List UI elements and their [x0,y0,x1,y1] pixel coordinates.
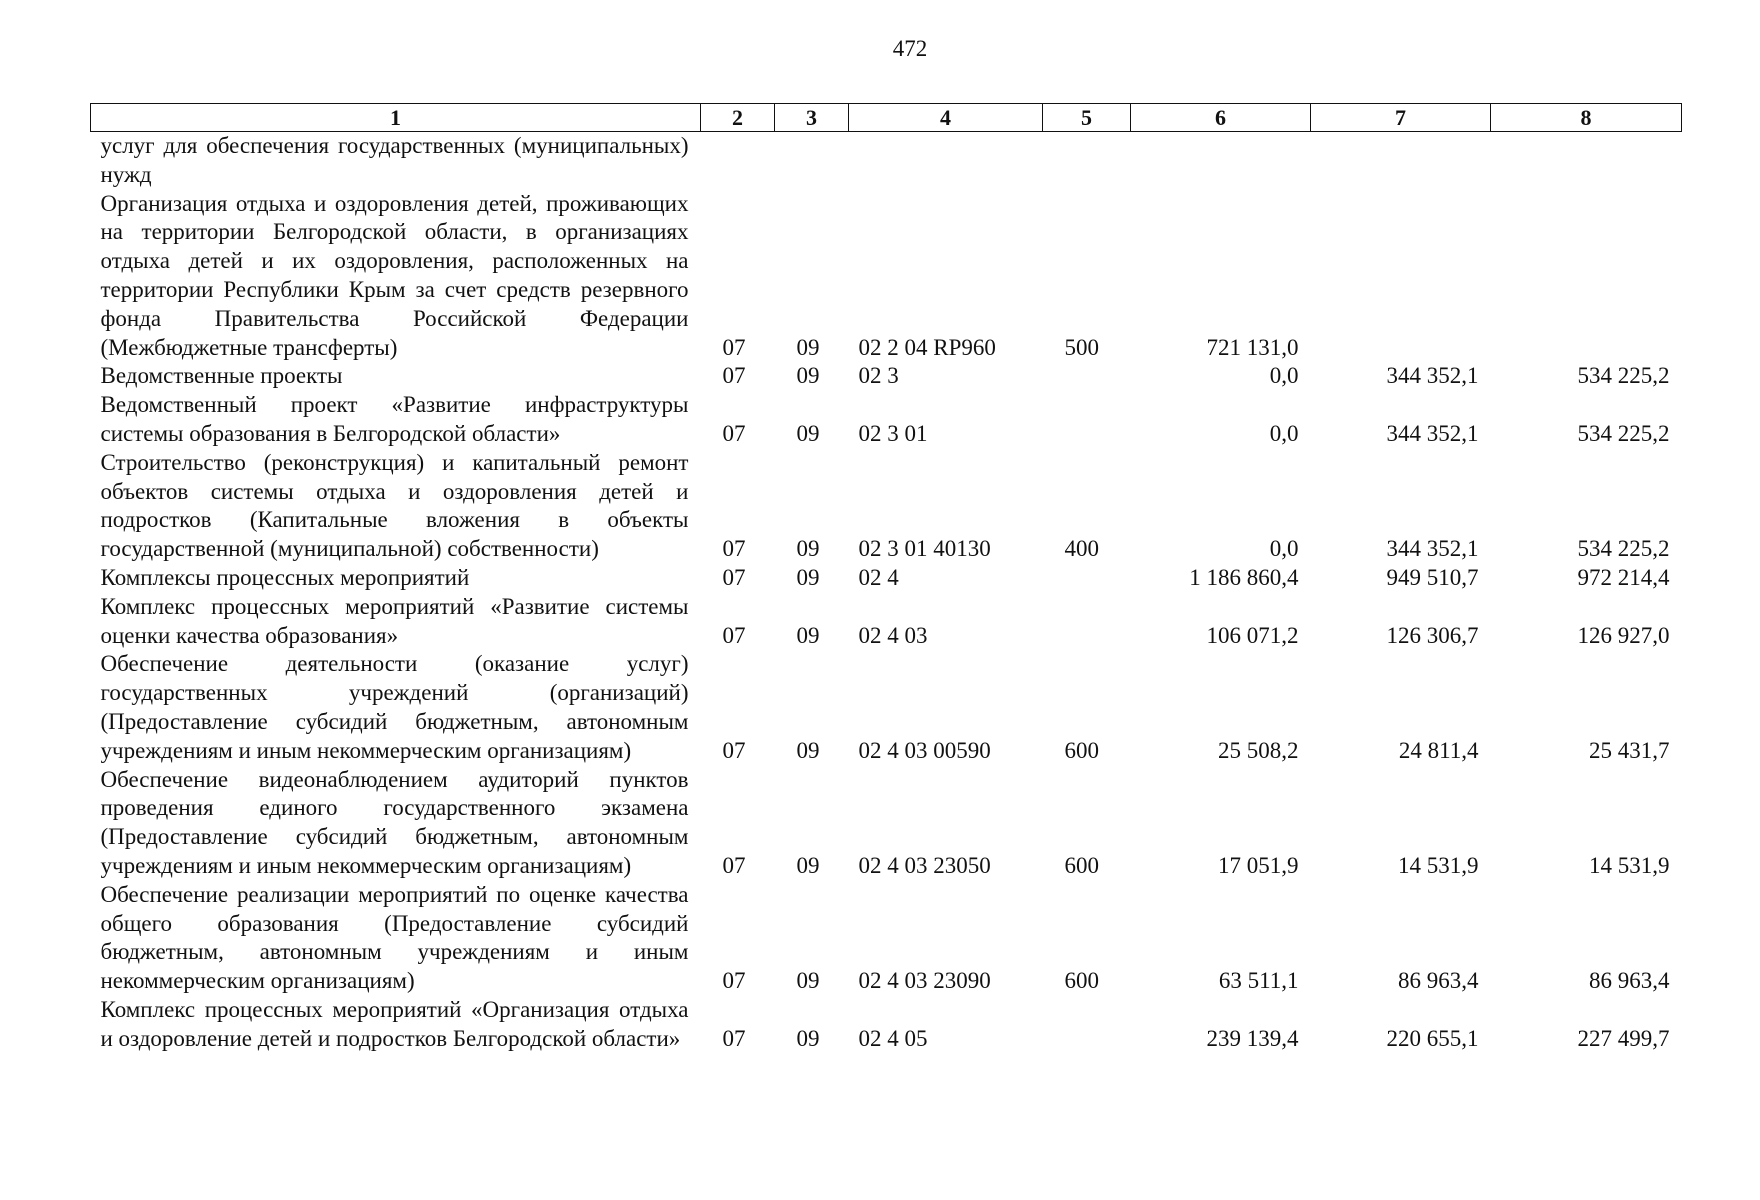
table-row [91,881,1682,996]
row-amount-col7: 344 352,1 [1386,363,1479,389]
row-amount-col8: 534 225,2 [1577,363,1670,389]
row-target-article: 02 4 05 [858,1025,928,1051]
row-amount-col7: 86 963,4 [1398,968,1479,994]
row-amount-col8: 14 531,9 [1589,852,1670,878]
page-number: 472 [892,36,928,61]
row-amount-col6: 239 139,4 [1206,1025,1299,1051]
row-amount-col8: 227 499,7 [1577,1025,1670,1051]
row-subsection: 09 [796,1025,820,1051]
row-target-article: 02 4 03 23090 [858,968,991,994]
row-amount-col6: 1 186 860,4 [1189,564,1299,590]
row-description: Комплекс процессных мероприятий «Организация отдыха и оздоровление детей и подростков Белгородской области» [100,996,689,1051]
header-col-1: 1 [91,104,701,132]
row-section: 07 [722,968,746,994]
row-section: 07 [722,536,746,562]
row-amount-col7 [1311,132,1491,190]
row-section: 07 [722,852,746,878]
row-amount-col8 [1491,132,1682,190]
row-expense-type [1043,996,1131,1054]
row-target-article: 02 3 01 [858,420,928,446]
table-header [91,104,1682,132]
row-section: 07 [722,737,746,763]
row-description: Организация отдыха и оздоровления детей, проживающих на территории Белгородской области, в организациях отдыха детей и их оздоровления, расположенных на территории Республики Крым за счет средств резервного фонда Правительства Российской Федерации (Межбюджетные трансферты) [100,190,689,360]
header-col-4: 4 [849,104,1043,132]
row-subsection: 09 [796,536,820,562]
row-amount-col7: 949 510,7 [1386,564,1479,590]
row-expense-type [1043,593,1131,651]
row-subsection: 09 [796,564,820,590]
row-expense-type: 500 [1064,334,1099,360]
row-section: 07 [722,1025,746,1051]
row-amount-col6: 0,0 [1269,420,1299,446]
row-description: Комплекс процессных мероприятий «Развитие системы оценки качества образования» [100,593,689,648]
header-col-6: 6 [1131,104,1311,132]
row-subsection: 09 [796,622,820,648]
header-col-8: 8 [1491,104,1682,132]
row-description: услуг для обеспечения государственных (муниципальных) нужд [100,133,689,187]
row-section [701,132,775,190]
row-target-article: 02 3 01 40130 [858,536,991,562]
table-row [91,766,1682,881]
row-target-article [849,132,1043,190]
table-row [91,593,1682,651]
table-row [91,391,1682,449]
header-col-2: 2 [701,104,775,132]
row-amount-col6: 106 071,2 [1206,622,1299,648]
row-amount-col7: 344 352,1 [1386,420,1479,446]
row-description: Комплексы процессных мероприятий [100,564,470,590]
row-section: 07 [722,564,746,590]
row-section: 07 [722,334,746,360]
header-col-3: 3 [775,104,849,132]
header-col-7: 7 [1311,104,1491,132]
row-description: Ведомственный проект «Развитие инфраструктуры системы образования в Белгородской области» [100,392,689,446]
header-row [91,104,1682,132]
header-col-5: 5 [1043,104,1131,132]
row-amount-col7 [1311,190,1491,363]
row-subsection: 09 [796,334,820,360]
row-target-article: 02 4 03 [858,622,928,648]
row-amount-col8: 126 927,0 [1577,622,1670,648]
row-amount-col7: 14 531,9 [1398,852,1479,878]
row-expense-type [1043,132,1131,190]
row-section: 07 [722,420,746,446]
row-amount-col6: 25 508,2 [1218,737,1299,763]
table-row [91,132,1682,190]
row-amount-col8 [1491,190,1682,363]
row-amount-col6: 0,0 [1269,536,1299,562]
row-description: Строительство (реконструкция) и капитальный ремонт объектов системы отдыха и оздоровления детей и подростков (Капитальные вложения в объекты государственной (муниципальной) собственности) [100,449,689,562]
table-row [91,190,1682,363]
row-description: Ведомственные проекты [100,363,343,389]
table-row [91,362,1682,391]
row-subsection: 09 [796,852,820,878]
table-row [91,449,1682,564]
row-section: 07 [722,622,746,648]
row-subsection: 09 [796,737,820,763]
row-section: 07 [722,363,746,389]
row-amount-col6 [1131,132,1311,190]
row-amount-col6: 17 051,9 [1218,852,1299,878]
row-amount-col6: 63 511,1 [1218,968,1299,994]
row-amount-col8: 972 214,4 [1577,564,1670,590]
row-expense-type [1043,391,1131,449]
row-expense-type: 400 [1064,536,1099,562]
row-subsection: 09 [796,363,820,389]
row-subsection: 09 [796,968,820,994]
row-amount-col8: 534 225,2 [1577,420,1670,446]
row-subsection: 09 [796,420,820,446]
budget-table [90,103,1682,1054]
row-amount-col8: 86 963,4 [1589,968,1670,994]
table-row [91,564,1682,593]
table-body [91,132,1682,1054]
row-target-article: 02 4 [858,564,899,590]
table-row [91,650,1682,765]
row-description: Обеспечение видеонаблюдением аудиторий пунктов проведения единого государственного экзамена (Предоставление субсидий бюджетным, автономным учреждениям и иным некоммерческим организациям) [100,766,689,878]
row-amount-col7: 24 811,4 [1398,737,1479,763]
row-amount-col6: 0,0 [1269,363,1299,389]
row-target-article: 02 4 03 23050 [858,852,991,878]
row-amount-col7: 220 655,1 [1386,1025,1479,1051]
row-expense-type [1043,564,1131,593]
row-target-article: 02 2 04 RP960 [858,334,996,360]
row-subsection [775,132,849,190]
row-amount-col8: 25 431,7 [1589,737,1670,763]
row-amount-col6: 721 131,0 [1206,334,1299,360]
row-target-article: 02 3 [858,363,899,389]
row-amount-col7: 344 352,1 [1386,536,1479,562]
table-row [91,996,1682,1054]
row-amount-col7: 126 306,7 [1386,622,1479,648]
row-description: Обеспечение реализации мероприятий по оценке качества общего образования (Предоставление субсидий бюджетным, автономным учреждениям и иным некоммерческим организациям) [100,881,689,994]
row-description: Обеспечение деятельности (оказание услуг) государственных учреждений (организаций) (Предоставление субсидий бюджетным, автономным учреждениям и иным некоммерческим организациям) [100,651,689,763]
row-amount-col8: 534 225,2 [1577,536,1670,562]
row-expense-type: 600 [1064,852,1099,878]
row-expense-type: 600 [1064,968,1099,994]
row-expense-type: 600 [1064,737,1099,763]
row-target-article: 02 4 03 00590 [858,737,991,763]
row-expense-type [1043,362,1131,391]
